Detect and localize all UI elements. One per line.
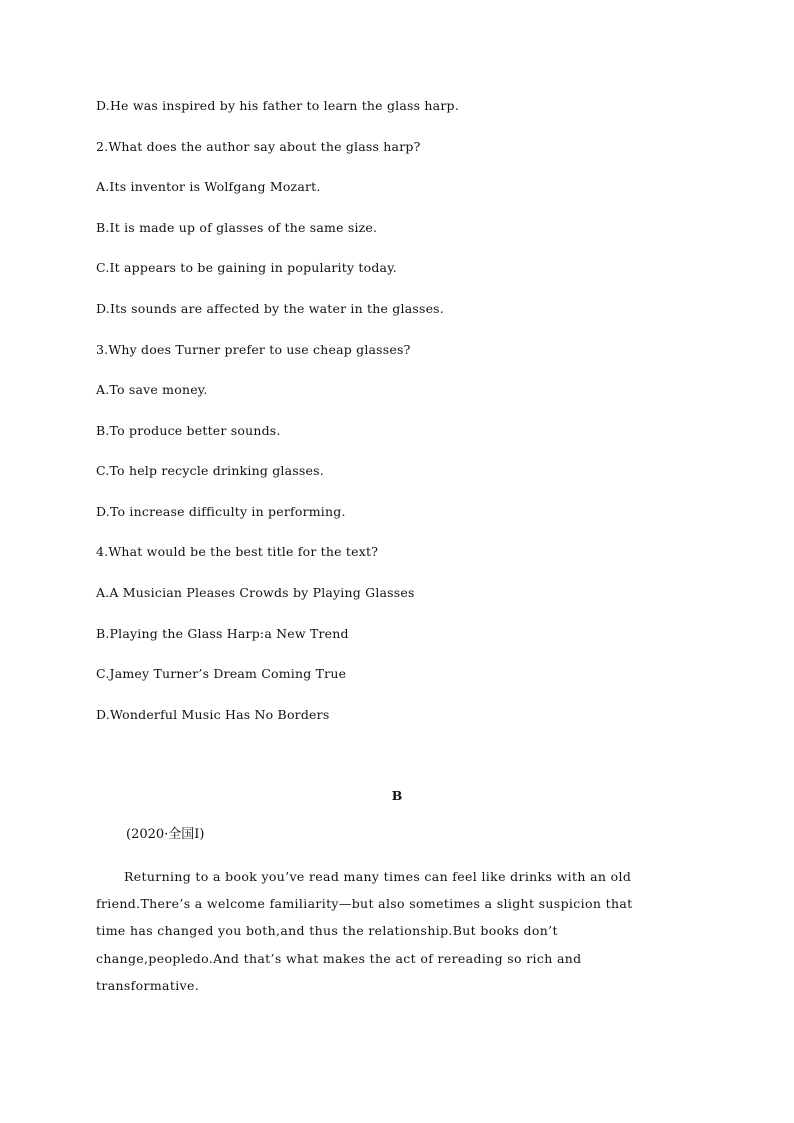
q4-option-b: B.Playing the Glass Harp:a New Trend xyxy=(96,626,349,641)
q4-option-a: A.A Musician Pleases Crowds by Playing Glasses xyxy=(96,585,415,600)
paragraph-line: transformative. xyxy=(96,978,200,993)
q3-option-a: A.To save money. xyxy=(96,382,208,397)
q2-option-a: A.Its inventor is Wolfgang Mozart. xyxy=(96,179,321,194)
section-heading: B xyxy=(391,788,403,803)
paragraph-line: change,peopledo.And that’s what makes the act of rereading so rich and xyxy=(96,951,582,966)
q1-option-d: D.He was inspired by his father to learn the glass harp. xyxy=(96,98,459,113)
q3-stem: 3.Why does Turner prefer to use cheap glasses? xyxy=(96,342,411,357)
source-citation: (2020·全国Ⅰ) xyxy=(126,827,205,842)
q4-option-d: D.Wonderful Music Has No Borders xyxy=(96,707,330,722)
q3-option-b: B.To produce better sounds. xyxy=(96,423,281,438)
q4-option-c: C.Jamey Turner’s Dream Coming True xyxy=(96,666,347,681)
q4-stem: 4.What would be the best title for the text? xyxy=(96,544,379,559)
paragraph-line: friend.There’s a welcome familiarity—but also sometimes a slight suspicion that xyxy=(96,896,633,911)
q3-option-c: C.To help recycle drinking glasses. xyxy=(96,463,324,478)
q2-option-b: B.It is made up of glasses of the same size. xyxy=(96,220,378,235)
q2-stem: 2.What does the author say about the glass harp? xyxy=(96,139,421,154)
q2-option-c: C.It appears to be gaining in popularity today. xyxy=(96,260,397,275)
paragraph-line: Returning to a book you’ve read many times can feel like drinks with an old xyxy=(124,869,632,884)
paragraph-line: time has changed you both,and thus the relationship.But books don’t xyxy=(96,923,558,938)
q2-option-d: D.Its sounds are affected by the water in the glasses. xyxy=(96,301,444,316)
q3-option-d: D.To increase difficulty in performing. xyxy=(96,504,346,519)
